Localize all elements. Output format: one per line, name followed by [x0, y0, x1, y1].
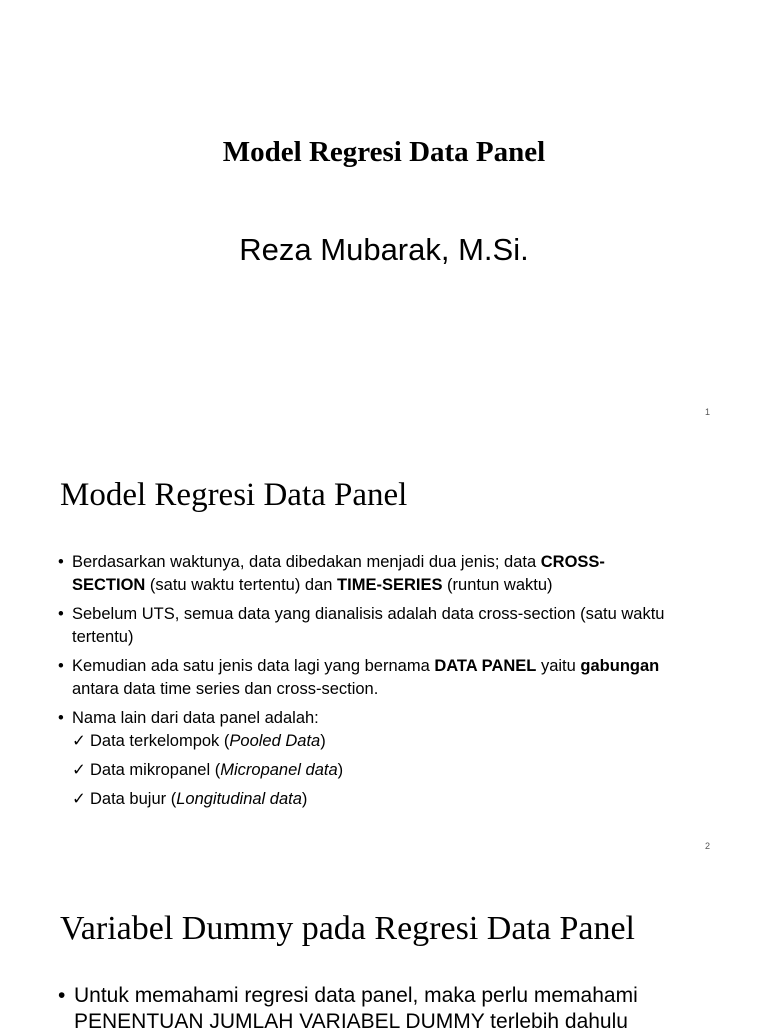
slide-3-bullet-list	[58, 983, 718, 1035]
bullet-item	[58, 707, 678, 811]
check-icon: ✓	[72, 761, 86, 779]
slide-2-bullet-list	[58, 551, 678, 817]
bullet-icon: •	[58, 605, 64, 623]
sub-item	[72, 788, 678, 811]
sub-text: )	[301, 790, 308, 808]
check-icon: ✓	[72, 790, 86, 808]
bullet-text: (runtun waktu)	[442, 576, 553, 594]
slide-2	[0, 433, 768, 867]
bullet-icon: •	[58, 657, 64, 675]
sub-text: )	[337, 761, 344, 779]
sub-text: )	[320, 732, 326, 750]
bullet-bold-text: DATA PANEL	[434, 657, 537, 675]
sub-text: Data terkelompok (	[90, 732, 230, 750]
sub-text: Data bujur (	[90, 790, 177, 808]
slide-2-title: Model Regresi Data Panel	[60, 477, 408, 513]
bullet-text: Untuk memahami regresi data panel, maka perlu memahami PENENTUAN JUMLAH VARIABEL DUMMY terlebih dahulu	[74, 984, 638, 1033]
bullet-text: Kemudian ada satu jenis data lagi yang bernama	[72, 657, 435, 675]
bullet-item	[58, 551, 678, 597]
bullet-bold-text: CROSS-SECTION	[72, 553, 605, 594]
slide-2-number: 2	[704, 841, 710, 851]
bullet-icon: •	[58, 984, 66, 1007]
bullet-icon: •	[58, 553, 64, 571]
bullet-item	[58, 983, 718, 1035]
check-icon: ✓	[72, 732, 86, 750]
bullet-text: Sebelum UTS, semua data yang dianalisis adalah data cross-section (satu waktu tertentu)	[72, 605, 665, 646]
sub-item	[72, 759, 678, 782]
sub-list	[72, 730, 678, 811]
slide-1	[0, 0, 768, 433]
slide-1-number: 1	[704, 407, 710, 417]
slide-3-title: Variabel Dummy pada Regresi Data Panel	[60, 910, 635, 947]
bullet-bold-text: gabungan	[580, 657, 660, 675]
bullet-text: Berdasarkan waktunya, data dibedakan menjadi dua jenis; data	[72, 553, 541, 571]
slide-1-title: Model Regresi Data Panel	[222, 136, 546, 168]
slide-1-author: Reza Mubarak, M.Si.	[239, 232, 529, 267]
slide-3	[0, 867, 768, 1033]
bullet-text: antara data time series dan cross-section.	[72, 680, 379, 698]
sub-item	[72, 730, 678, 753]
bullet-bold-text: TIME-SERIES	[337, 576, 443, 594]
bullet-icon: •	[58, 709, 64, 727]
sub-italic-text: Longitudinal data	[176, 790, 302, 808]
bullet-item	[58, 603, 678, 649]
bullet-text: Nama lain dari data panel adalah:	[72, 709, 319, 727]
sub-italic-text: Micropanel data	[220, 761, 338, 779]
sub-italic-text: Pooled Data	[229, 732, 321, 750]
bullet-item	[58, 655, 678, 701]
sub-text: Data mikropanel (	[90, 761, 221, 779]
bullet-text: (satu waktu tertentu) dan	[145, 576, 338, 594]
bullet-text: yaitu	[536, 657, 581, 675]
